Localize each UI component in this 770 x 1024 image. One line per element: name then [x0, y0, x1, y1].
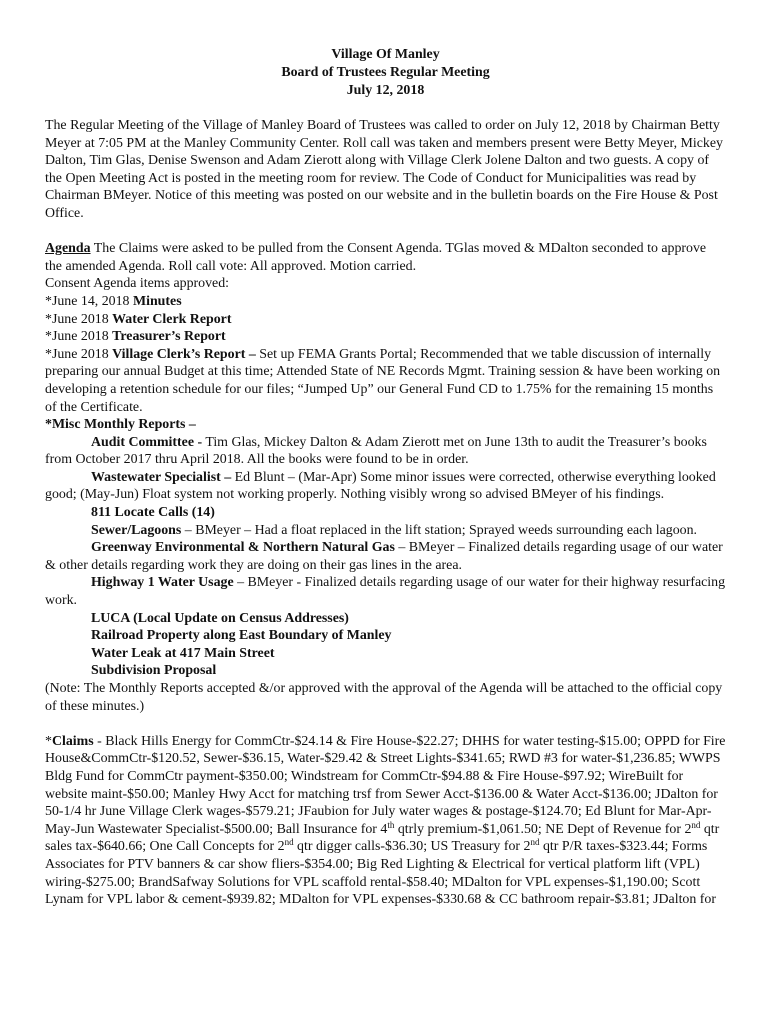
consent-item: *June 2018 Water Clerk Report — [45, 311, 232, 327]
report-item: Railroad Property along East Boundary of Manley — [91, 628, 392, 644]
report-item: Water Leak at 417 Main Street — [91, 645, 275, 661]
report-item: Wastewater Specialist – Ed Blunt – (Mar-Apr) Some minor issues were corrected, otherwise everything looked good; (May-Jun) Float system not working properly. Nothing visibly wrong so advised BMeyer of his findings. — [45, 469, 716, 503]
agenda-section — [45, 240, 726, 715]
reports-note: (Note: The Monthly Reports accepted &/or approved with the approval of the Agenda will be attached to the official copy of these minutes.) — [45, 681, 723, 714]
report-item: Sewer/Lagoons – BMeyer – Had a float replaced in the lift station; Sprayed weeds surrounding each lagoon. — [91, 522, 698, 538]
report-item: Subdivision Proposal — [91, 663, 217, 679]
consent-item: *June 14, 2018 Minutes — [45, 293, 182, 309]
intro-paragraph: The Regular Meeting of the Village of Manley Board of Trustees was called to order on July 12, 2018 by Chairman Betty Meyer at 7:05 PM at the Manley Community Center. Roll call was taken and members present were Betty Meyer, Mickey Dalton, Tim Glas, Denise Swenson and Adam Zierott along with Village Clerk Jolene Dalton and two guests. A copy of the Open Meeting Act is posted in the meeting room for review. The Code of Conduct for Municipalities was read by Chairman BMeyer. Notice of this meeting was posted on our website and in the bulletin boards on the Fire House & Post Office. — [45, 118, 723, 221]
claims-paragraph: *Claims - Black Hills Energy for CommCtr-$24.14 & Fire House-$22.27; DHHS for water testing-$15.00; OPPD for Fire House&CommCtr-$120.52, Sewer-$36.15, Water-$29.42 & Street Lights-$341.65; RWD #3 for water-$1,236.85; WWPS Bldg Fund for CommCtr payment-$350.00; Windstream for CommCtr-$94.88 & Fire House-$97.92; WireBuilt for website maint-$50.00; Manley Hwy Acct for matching trsf from Sewer Acct-$136.00 & Water Acct-$136.00; JDalton for 50-1/4 hr June Village Clerk wages-$579.21; JFaubion for July water wages & postage-$124.70; Ed Blunt for Mar-Apr-May-Jun Wastewater Specialist-$500.00; Ball Insurance for 4th qtrly premium-$1,061.50; NE Dept of Revenue for 2nd qtr sales tax-$640.66; One Call Concepts for 2nd qtr digger calls-$36.30; US Treasury for 2nd qtr P/R taxes-$323.44; Forms Associates for PTV banners & car show fliers-$354.00; Big Red Lighting & Electrical for vertical platform lift (VPL) wiring-$275.00; BrandSafway Solutions for VPL scaffold rental-$58.40; MDalton for VPL expenses-$1,190.00; Scott Lynam for VPL labor & cement-$939.82; MDalton for VPL expenses-$330.68 & CC bathroom repair-$3.81; JDalton for — [45, 733, 726, 908]
report-item: LUCA (Local Update on Census Addresses) — [91, 610, 349, 626]
consent-label: Consent Agenda items approved: — [45, 276, 230, 292]
village-name: Village Of Manley — [331, 47, 440, 62]
meeting-title: Board of Trustees Regular Meeting — [281, 65, 490, 80]
misc-reports-heading: *Misc Monthly Reports – — [45, 417, 196, 433]
consent-item: *June 2018 Treasurer’s Report — [45, 329, 226, 345]
report-item: Greenway Environmental & Northern Natural Gas – BMeyer – Finalized details regarding usage of our water & other details regarding work they are doing on their gas lines in the area. — [45, 540, 723, 573]
report-item: 811 Locate Calls (14) — [91, 505, 215, 521]
report-item: Highway 1 Water Usage – BMeyer - Finalized details regarding usage of our water for their highway resurfacing work. — [45, 575, 726, 609]
consent-item: *June 2018 Village Clerk’s Report – Set up FEMA Grants Portal; Recommended that we table discussion of internally preparing our annual Budget at this time; Attended State of NE Records Mgmt. Training session & have been working on developing a retention schedule for our files; “Jumped Up” our General Fund CD to 1.75% for the remaining 15 months of the Certificate. — [45, 346, 721, 415]
report-item: Audit Committee - Tim Glas, Mickey Dalton & Adam Zierott met on June 13th to audit the Treasurer’s books from October 2017 thru April 2018. All the books were found to be in order. — [45, 434, 707, 468]
agenda-paragraph — [45, 240, 726, 275]
meeting-date: July 12, 2018 — [346, 83, 425, 98]
agenda-heading: Agenda — [45, 241, 91, 257]
agenda-text: The Claims were asked to be pulled from the Consent Agenda. TGlas moved & MDalton seconded to approve the amended Agenda. Roll call vote: All approved. Motion carried. — [45, 241, 707, 274]
claims-heading: Claims — [51, 733, 94, 749]
document-header — [45, 46, 726, 100]
